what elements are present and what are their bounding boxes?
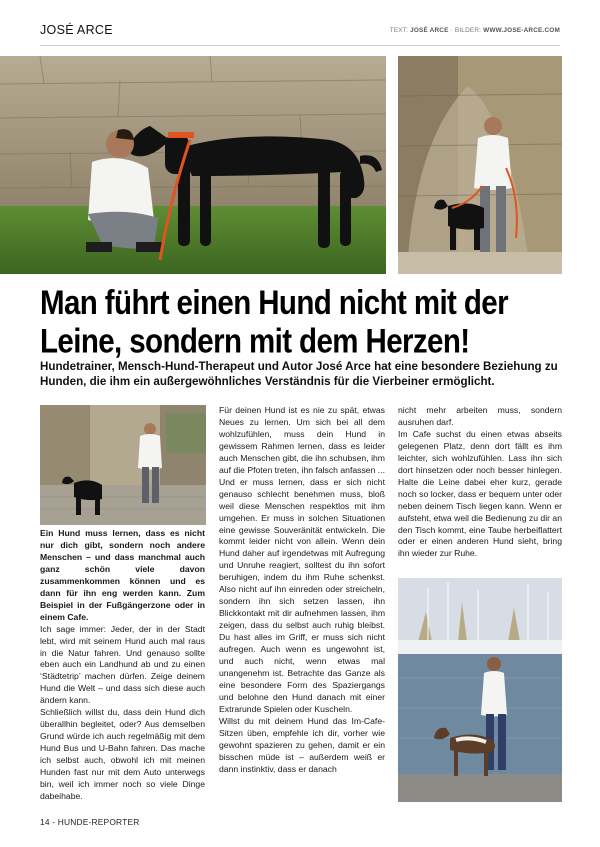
article-column-1 [40, 528, 205, 803]
photo-credits [390, 27, 560, 34]
column-1-paragraph: Ich sage immer: Jeder, der in der Stadt lebt, wird mit seinem Hund auch mal raus in die Natur fahren. Und genauso sollte eben auch ein Landhund ab und zu einen ‘Städtetrip’ machen dürfen. Zeige deinem Hund die Welt – und dass sich diese auch ändern kann. [40, 623, 205, 706]
article-column-3 [398, 405, 562, 560]
article-column-2 [219, 405, 385, 776]
header-divider [40, 45, 560, 46]
page-footer: 14 - HUNDE-REPORTER [40, 817, 140, 827]
column-1-paragraph: Schließlich willst du, dass dein Hund dich überallhin begleitet, oder? Aus demselben Grund würde ich auch regelmäßig mit dem Hund Bus und U-Bahn fahren. Das mache ich selbst auch, obwohl ich mit meinen Hunden fast nur mit dem Auto unterwegs bin, weil ich immer noch so viele Dinge dabeihabe. [40, 707, 205, 801]
column-2-paragraph: Willst du mit deinem Hund das Im-Cafe- Sitzen üben, empfehle ich dir, vorher wie gewohnt spazieren zu gehen, damit er ein bisschen müde ist – außerdem weiß er dann instinktiv, dass er danach [219, 715, 385, 774]
author-name: JOSÉ ARCE [40, 23, 113, 37]
credits-site: WWW.JOSE-ARCE.COM [483, 27, 560, 34]
column-3-paragraph: nicht mehr arbeiten muss, sondern ausruhen darf. [398, 405, 562, 427]
photo-man-walking-dog [40, 405, 206, 525]
column-1-lead: Ein Hund muss lernen, dass es nicht nur dich gibt, sondern noch andere Menschen – und dass manchmal auch ganz schön viele davon zusammenkommen können und es dann für ihn eng werden kann. Zum Beispiel in der Fußgängerzone oder in einem Cafe. [40, 528, 205, 622]
photo-man-with-great-dane [0, 56, 386, 274]
article-intro: Hundetrainer, Mensch-Hund-Therapeut und Autor José Arce hat eine besondere Beziehung zu Hunden, die ihm ein außergewöhnliches Verständnis für die Vierbeiner ermöglicht. [40, 360, 558, 388]
photo-man-standing-with-dog [398, 56, 562, 274]
article-headline: Man führt einen Hund nicht mit der Leine, sondern mit dem Herzen! [40, 284, 508, 361]
credits-prefix: TEXT: [389, 27, 411, 34]
column-2-paragraph: Für deinen Hund ist es nie zu spät, etwas Neues zu lernen. Um sich bei all dem wohlzufühlen, muss dein Hund in gewissem Rahmen lernen, dass es leider auch Menschen gibt, die ihn schubsen, ihm auf die Pfoten treten, ihn falsch anfassen ... Und er muss lernen, dass er sich nicht genauso schlecht benehmen muss, bloß weil diese Menschen respektlos mit ihm umgehen. Er muss in solchen Situationen eine gewisse Souveränität entwickeln. Die kommt leider nicht von allein. Wenn dein Hund daher auf irgendetwas mit Aufregung und Unruhe reagiert, solltest du ihn sofort beruhigen, indem du ihm Ruhe schenkst. Also nicht auf ihn einreden oder streicheln, sondern ihn sich setzen lassen, ihn Blickkontakt mit dir aufnehmen lassen, ihm zeigen, dass du selbst auch ruhig bleibst. Du hast alles im Griff, er muss sich nicht aufregen. Auch wenn es ungewohnt ist, und auch nicht, wenn etwas mal unangenehm ist. Betrachte das Ganze als eine besondere Form des Spaziergangs und belohne den Hund danach mit einer Extrarunde Spielen oder Kuscheln. [219, 405, 385, 714]
credits-middle: · BILDER: [448, 27, 484, 34]
column-3-paragraph: Im Cafe suchst du einen etwas abseits gelegenen Platz, denn dort fällt es ihm leichter, sich wohlzufühlen. Lass ihn sich dort hinsetzen oder noch besser hinlegen. Halte die Leine dabei eher kurz, gerade noch so locker, dass er bequem unter oder neben deinem Tisch liegen kann. Wenn er aufsteht, etwa weil die Bedienung zu dir an den Tisch kommt, eine Taube herbeiflattert oder er einen anderen Hund sieht, bring ihn wieder zur Ruhe. [398, 428, 562, 559]
credits-author: JOSÉ ARCE [410, 27, 449, 34]
photo-man-with-greyhound-harbour [398, 578, 562, 802]
